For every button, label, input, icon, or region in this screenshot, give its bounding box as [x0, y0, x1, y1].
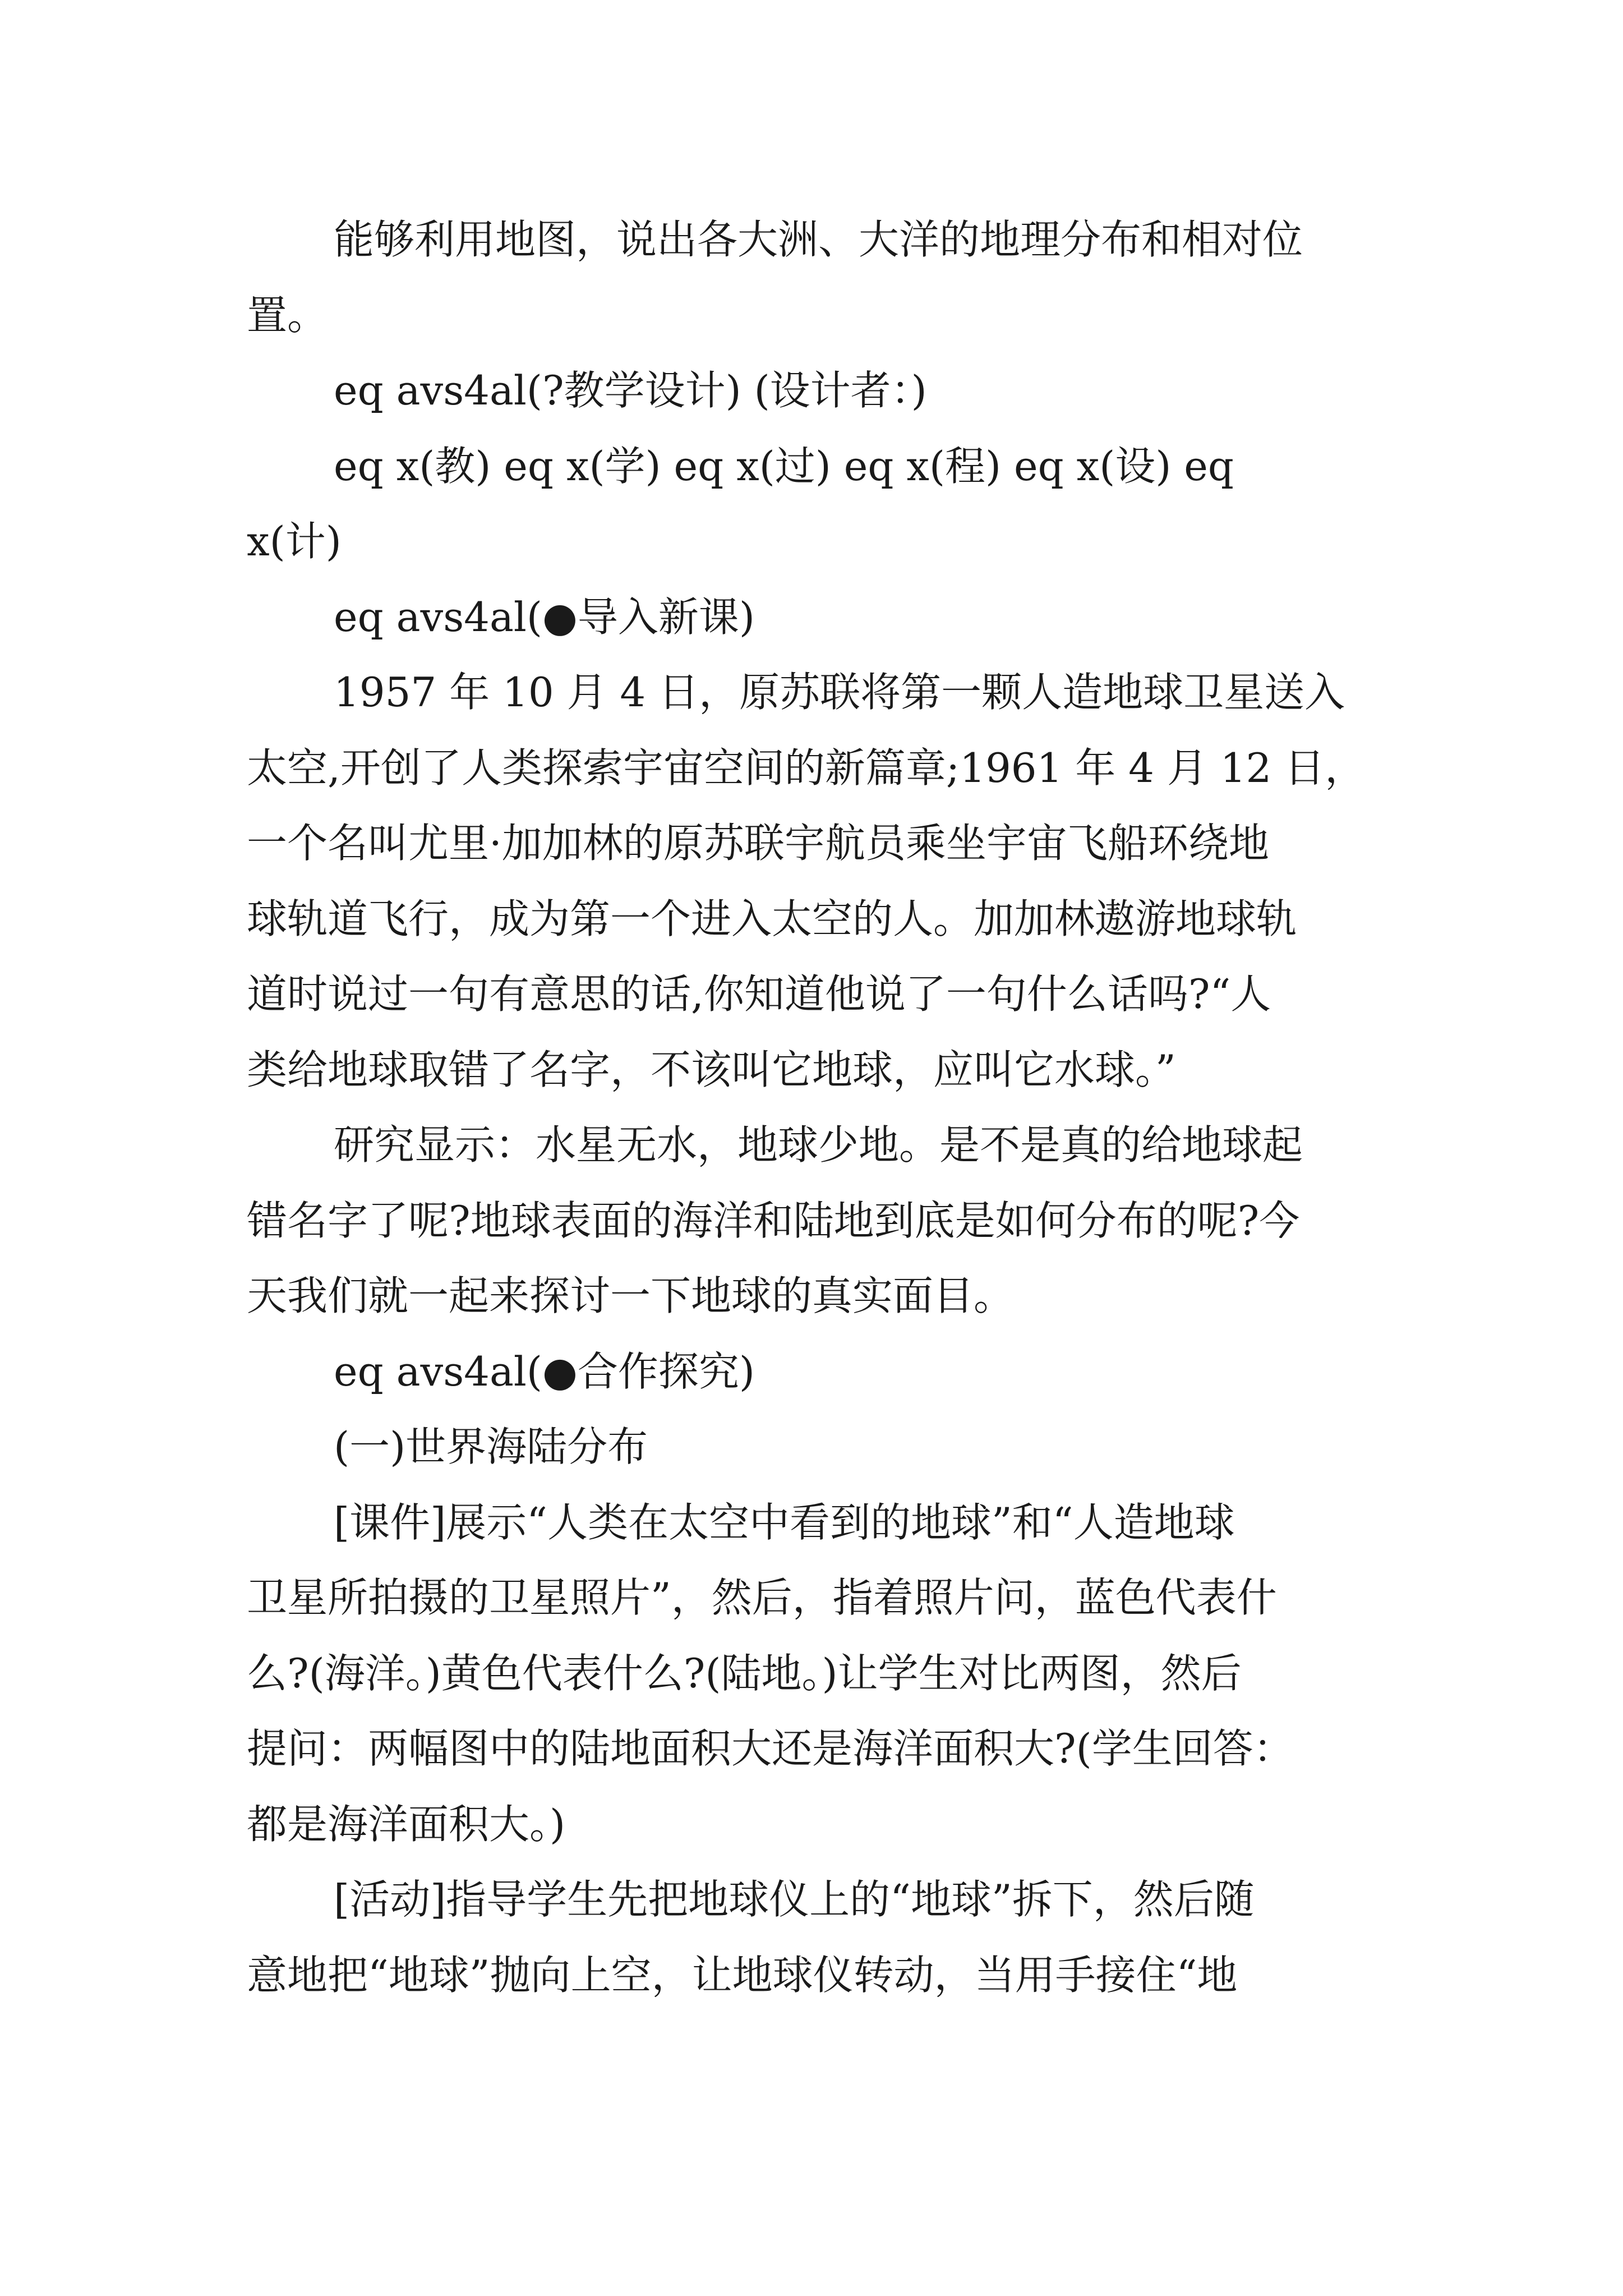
text-line: 卫星所拍摄的卫星照片”，然后，指着照片问，蓝色代表什 — [247, 1574, 1277, 1621]
text-line: 类给地球取错了名字，不该叫它地球，应叫它水球。” — [247, 1046, 1176, 1093]
text-line: x(计) — [247, 518, 342, 565]
text-line: 太空,开创了人类探索宇宙空间的新篇章;1961 年 4 月 12 日， — [247, 744, 1366, 792]
paragraph-process-heading — [247, 429, 1389, 579]
paragraph-intro-heading — [247, 579, 1389, 655]
text-line: 一个名叫尤里·加加林的原苏联宇航员乘坐宇宙飞船环绕地 — [247, 820, 1269, 867]
text-line: eq avs4al(?教学设计) (设计者：) — [334, 367, 927, 414]
text-line: 意地把“地球”抛向上空，让地球仪转动，当用手接住“地 — [247, 1951, 1238, 1999]
paragraph-design-heading — [247, 353, 1389, 429]
paragraph-research — [247, 1107, 1389, 1334]
text-line: [课件]展示“人类在太空中看到的地球”和“人造地球 — [334, 1498, 1235, 1546]
text-line: 错名字了呢?地球表面的海洋和陆地到底是如何分布的呢?今 — [247, 1197, 1300, 1244]
paragraph-history — [247, 655, 1389, 1107]
paragraph-activity — [247, 1862, 1389, 2013]
text-line: eq avs4al(●导入新课) — [334, 593, 755, 641]
text-line: 研究显示：水星无水，地球少地。是不是真的给地球起 — [334, 1121, 1303, 1168]
text-line: 球轨道飞行，成为第一个进入太空的人。加加林遨游地球轨 — [247, 895, 1297, 942]
document-page — [247, 202, 1389, 2013]
text-line: eq avs4al(●合作探究) — [334, 1347, 755, 1395]
text-line: 都是海洋面积大。) — [247, 1800, 566, 1848]
text-line: 么?(海洋。)黄色代表什么?(陆地。)让学生对比两图，然后 — [247, 1649, 1242, 1697]
text-line: [活动]指导学生先把地球仪上的“地球”拆下，然后随 — [334, 1876, 1255, 1923]
text-line: 1957 年 10 月 4 日，原苏联将第一颗人造地球卫星送入 — [334, 669, 1345, 716]
text-line: eq x(教) eq x(学) eq x(过) eq x(程) eq x(设) eq — [334, 442, 1234, 490]
text-line: 提问：两幅图中的陆地面积大还是海洋面积大?(学生回答： — [247, 1725, 1294, 1772]
paragraph-objective — [247, 202, 1389, 353]
text-line: (一)世界海陆分布 — [334, 1423, 648, 1470]
paragraph-cooperation-heading — [247, 1334, 1389, 1410]
paragraph-courseware — [247, 1485, 1389, 1862]
text-line: 能够利用地图，说出各大洲、大洋的地理分布和相对位 — [334, 216, 1303, 263]
paragraph-section-title — [247, 1409, 1389, 1485]
text-line: 道时说过一句有意思的话,你知道他说了一句什么话吗?“人 — [247, 970, 1271, 1018]
text-line: 天我们就一起来探讨一下地球的真实面目。 — [247, 1272, 1015, 1319]
text-line: 置。 — [247, 291, 328, 339]
